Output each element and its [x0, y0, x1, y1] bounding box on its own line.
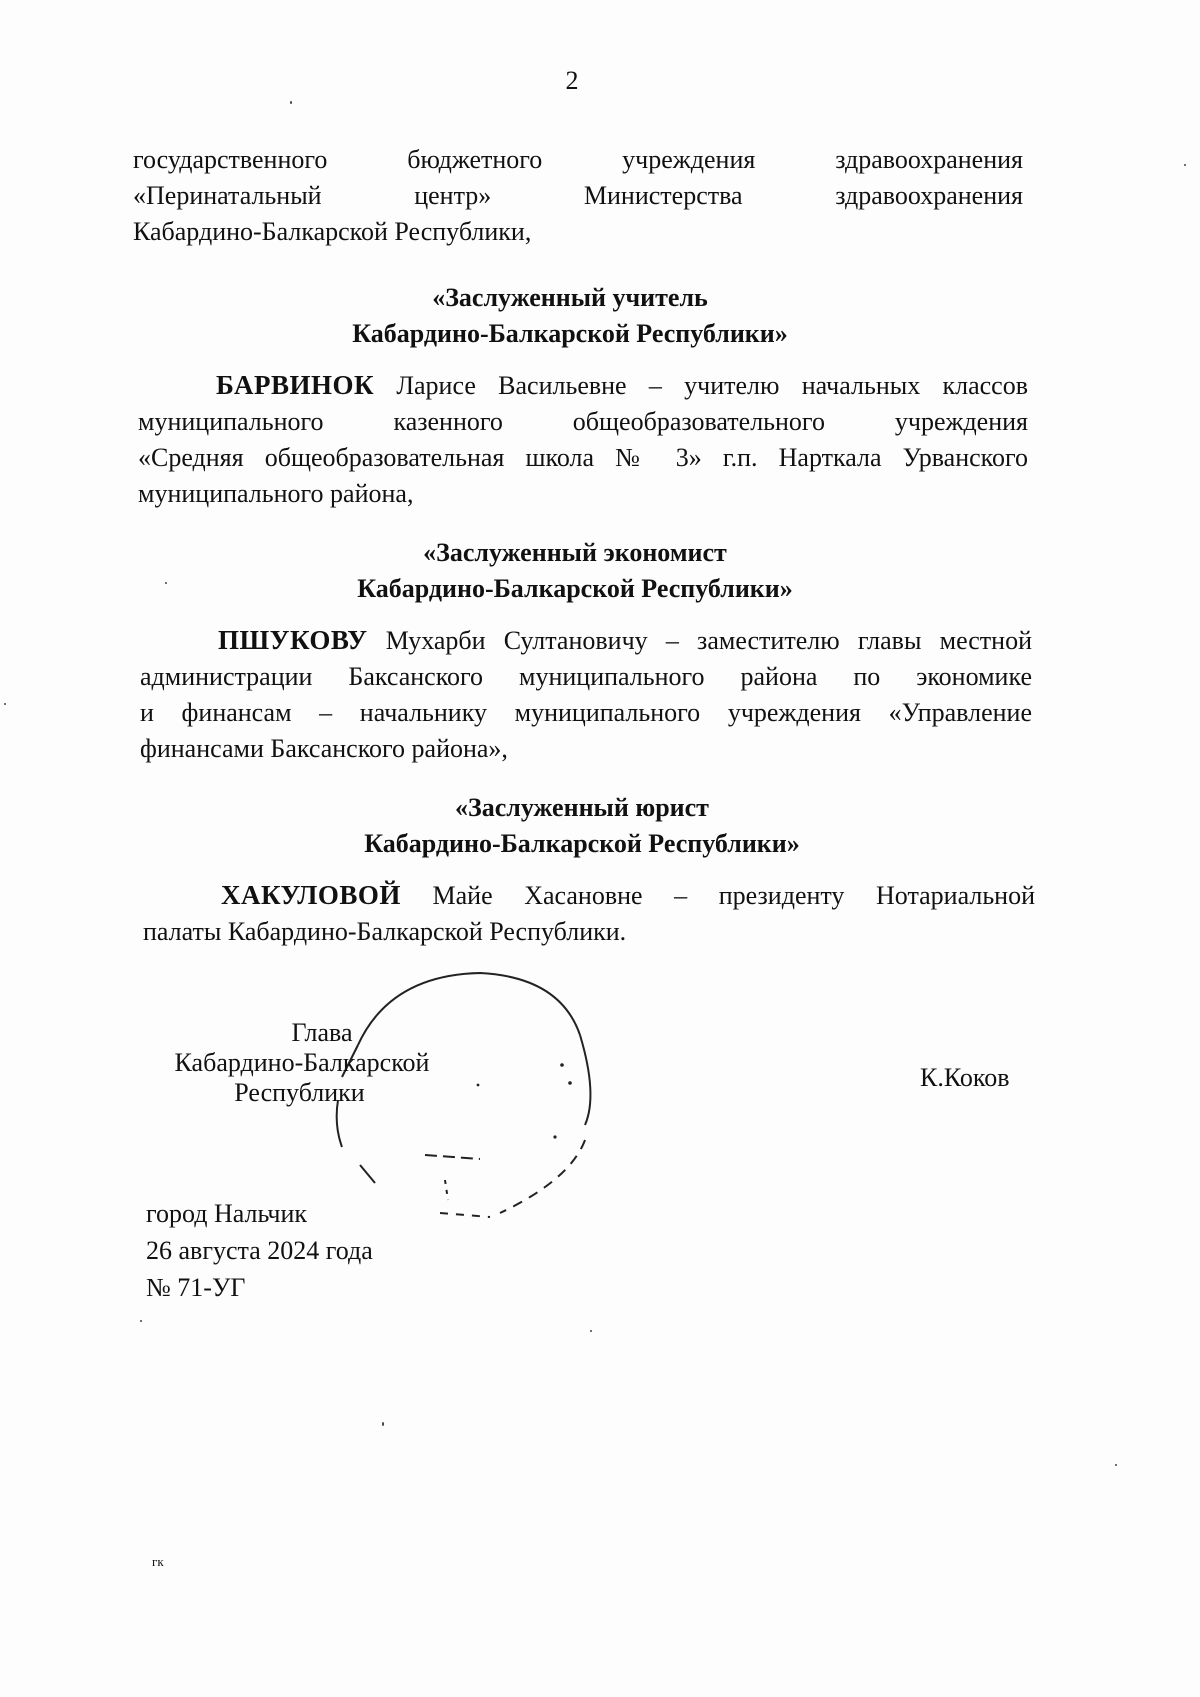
issue-details: [146, 1195, 373, 1306]
intro-paragraph: [133, 142, 1023, 250]
recipient-surname: БАРВИНОК: [216, 370, 375, 400]
intro-line: государственного бюджетного учреждения здравоохранения: [133, 145, 1023, 174]
signatory-title-line: Глава: [291, 1018, 353, 1047]
paragraph-line: финансами Баксанского района»,: [140, 734, 508, 763]
scan-speck: [4, 703, 6, 705]
scan-speck: [382, 1422, 384, 1426]
award-paragraph-teacher: [138, 367, 1028, 512]
paragraph-line: администрации Баксанского муниципального района по экономике: [140, 662, 1032, 691]
paragraph-line: палаты Кабардино-Балкарской Республики.: [143, 917, 627, 946]
scan-speck: [290, 101, 292, 104]
scan-speck: [140, 1320, 142, 1322]
award-heading-teacher: [10, 280, 1130, 352]
scan-speck: [165, 582, 167, 584]
issue-city: город Нальчик: [146, 1199, 308, 1228]
page-number: 2: [565, 66, 579, 95]
award-title: «Заслуженный учитель: [432, 283, 708, 312]
recipient-text: Майе Хасановне – президенту Нотариальной: [432, 881, 1036, 910]
award-title: «Заслуженный экономист: [423, 538, 727, 567]
award-heading-economist: [15, 535, 1135, 607]
issue-date: 26 августа 2024 года: [146, 1236, 373, 1265]
award-paragraph-economist: [140, 622, 1032, 767]
award-region: Кабардино-Балкарской Республики»: [364, 829, 800, 858]
intro-line: Кабардино-Балкарской Республики,: [133, 217, 532, 246]
recipient-text: Ларисе Васильевне – учителю начальных классов: [396, 371, 1028, 400]
footer-initials: гк: [152, 1554, 164, 1569]
intro-line: «Перинатальный центр» Министерства здравоохранения: [133, 181, 1023, 210]
signatory-title-line: Кабардино-Балкарской: [174, 1048, 430, 1077]
scan-speck: [1184, 164, 1186, 166]
recipient-surname: ХАКУЛОВОЙ: [221, 880, 401, 910]
paragraph-line: муниципального казенного общеобразовательного учреждения: [138, 407, 1028, 436]
scan-speck: [1115, 1464, 1117, 1466]
paragraph-line: и финансам – начальнику муниципального учреждения «Управление: [140, 698, 1032, 727]
signatory-title-line: Республики: [234, 1078, 365, 1107]
issue-number: № 71-УГ: [146, 1273, 246, 1302]
award-title: «Заслуженный юрист: [455, 793, 709, 822]
award-heading-lawyer: [22, 790, 1142, 862]
signatory-title: [152, 1018, 452, 1108]
award-region: Кабардино-Балкарской Республики»: [357, 574, 793, 603]
scan-speck: [590, 1330, 592, 1332]
award-paragraph-lawyer: [143, 877, 1035, 950]
recipient-text: Мухарби Султановичу – заместителю главы местной: [385, 626, 1033, 655]
award-region: Кабардино-Балкарской Республики»: [352, 319, 788, 348]
recipient-surname: ПШУКОВУ: [218, 625, 368, 655]
paragraph-line: «Средняя общеобразовательная школа № 3» г.п. Нарткала Урванского: [138, 443, 1028, 472]
signatory-name: К.Коков: [920, 1063, 1010, 1092]
paragraph-line: муниципального района,: [138, 479, 414, 508]
